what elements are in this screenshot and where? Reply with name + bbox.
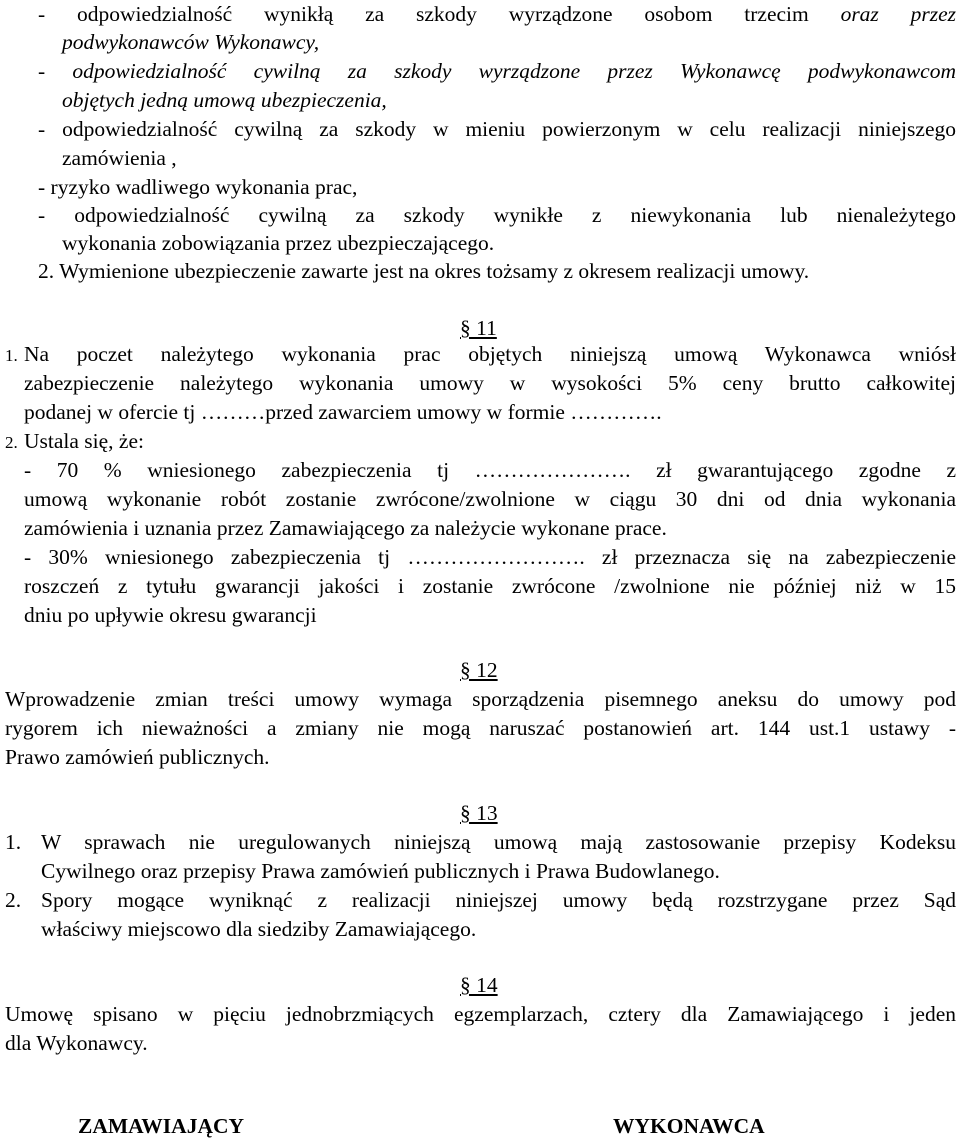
section-14-line1: Umowę spisano w pięciu jednobrzmiących egzemplarzach, cztery dla Zamawiającego i jeden — [5, 1002, 956, 1026]
insurance-item-c-line2: zamówienia , — [62, 146, 177, 170]
section-11-point-1-number: 1. — [5, 346, 18, 365]
section-13-point-1-line2: Cywilnego oraz przepisy Prawa zamówień publicznych i Prawa Budowlanego. — [41, 859, 720, 883]
section-11-point-1-line1: Na poczet należytego wykonania prac objętych niniejszą umową Wykonawca wniósł — [24, 342, 956, 366]
insurance-item-a-line1: - odpowiedzialność wynikłą za szkody wyrządzone osobom trzecim oraz przez — [38, 2, 957, 26]
section-13-point-2-line1: Spory mogące wyniknąć z realizacji niniejszej umowy będą rozstrzygane przez Sąd — [41, 888, 956, 912]
section-14-line2: dla Wykonawcy. — [5, 1031, 148, 1055]
section-13-heading: § 13 — [460, 801, 498, 825]
signature-wykonawca: WYKONAWCA — [613, 1114, 765, 1138]
section-13-point-1-number: 1. — [5, 830, 22, 854]
section-12-line3: Prawo zamówień publicznych. — [5, 745, 270, 769]
section-14-heading: § 14 — [460, 973, 498, 997]
insurance-item-b-line2: objętych jedną umową ubezpieczenia, — [62, 88, 387, 112]
section-13-point-1-line1: W sprawach nie uregulowanych niniejszą umową mają zastosowanie przepisy Kodeksu — [41, 830, 956, 854]
section-11-point-2-line2: - 70 % wniesionego zabezpieczenia tj …………………. zł gwarantującego zgodne z — [24, 458, 956, 482]
section-13-point-2-line2: właściwy miejscowo dla siedziby Zamawiającego. — [41, 917, 477, 941]
insurance-point-2: 2. Wymienione ubezpieczenie zawarte jest na okres tożsamy z okresem realizacji umowy. — [38, 259, 810, 283]
insurance-item-d: - ryzyko wadliwego wykonania prac, — [38, 175, 358, 199]
section-11-point-1-line3: podanej w ofercie tj ………przed zawarciem umowy w formie …………. — [24, 400, 662, 424]
section-12-heading: § 12 — [460, 658, 498, 682]
section-11-point-2-number: 2. — [5, 433, 18, 452]
section-11-point-1-line2: zabezpieczenie należytego wykonania umowy w wysokości 5% ceny brutto całkowitej — [24, 371, 956, 395]
signature-zamawiajacy: ZAMAWIAJĄCY — [78, 1114, 245, 1138]
insurance-item-c-line1: - odpowiedzialność cywilną za szkody w mieniu powierzonym w celu realizacji niniejszego — [38, 117, 956, 141]
section-11-heading: § 11 — [460, 316, 497, 340]
insurance-item-e-line1: - odpowiedzialność cywilną za szkody wynikłe z niewykonania lub nienależytego — [38, 203, 956, 227]
insurance-item-a-line2: podwykonawców Wykonawcy, — [62, 30, 320, 54]
section-11-point-2-line3: umową wykonanie robót zostanie zwrócone/zwolnione w ciągu 30 dni od dnia wykonania — [24, 487, 956, 511]
section-12-line1: Wprowadzenie zmian treści umowy wymaga sporządzenia pisemnego aneksu do umowy pod — [5, 687, 956, 711]
section-11-point-2-line7: dniu po upływie okresu gwarancji — [24, 603, 317, 627]
section-11-point-2-line5: - 30% wniesionego zabezpieczenia tj ……………………. zł przeznacza się na zabezpieczenie — [24, 545, 956, 569]
section-13-point-2-number: 2. — [5, 888, 22, 912]
section-12-line2: rygorem ich nieważności a zmiany nie mogą naruszać postanowień art. 144 ust.1 ustawy - — [5, 716, 956, 740]
section-11-point-2-line6: roszczeń z tytułu gwarancji jakości i zostanie zwrócone /zwolnione nie później niż w 15 — [24, 574, 956, 598]
insurance-item-e-line2: wykonania zobowiązania przez ubezpieczającego. — [62, 231, 495, 255]
insurance-item-b-line1: - odpowiedzialność cywilną za szkody wyrządzone przez Wykonawcę podwykonawcom — [38, 59, 956, 83]
section-11-point-2-line4: zamówienia i uznania przez Zamawiającego za należycie wykonane prace. — [24, 516, 667, 540]
section-11-point-2-line1: Ustala się, że: — [24, 429, 144, 453]
